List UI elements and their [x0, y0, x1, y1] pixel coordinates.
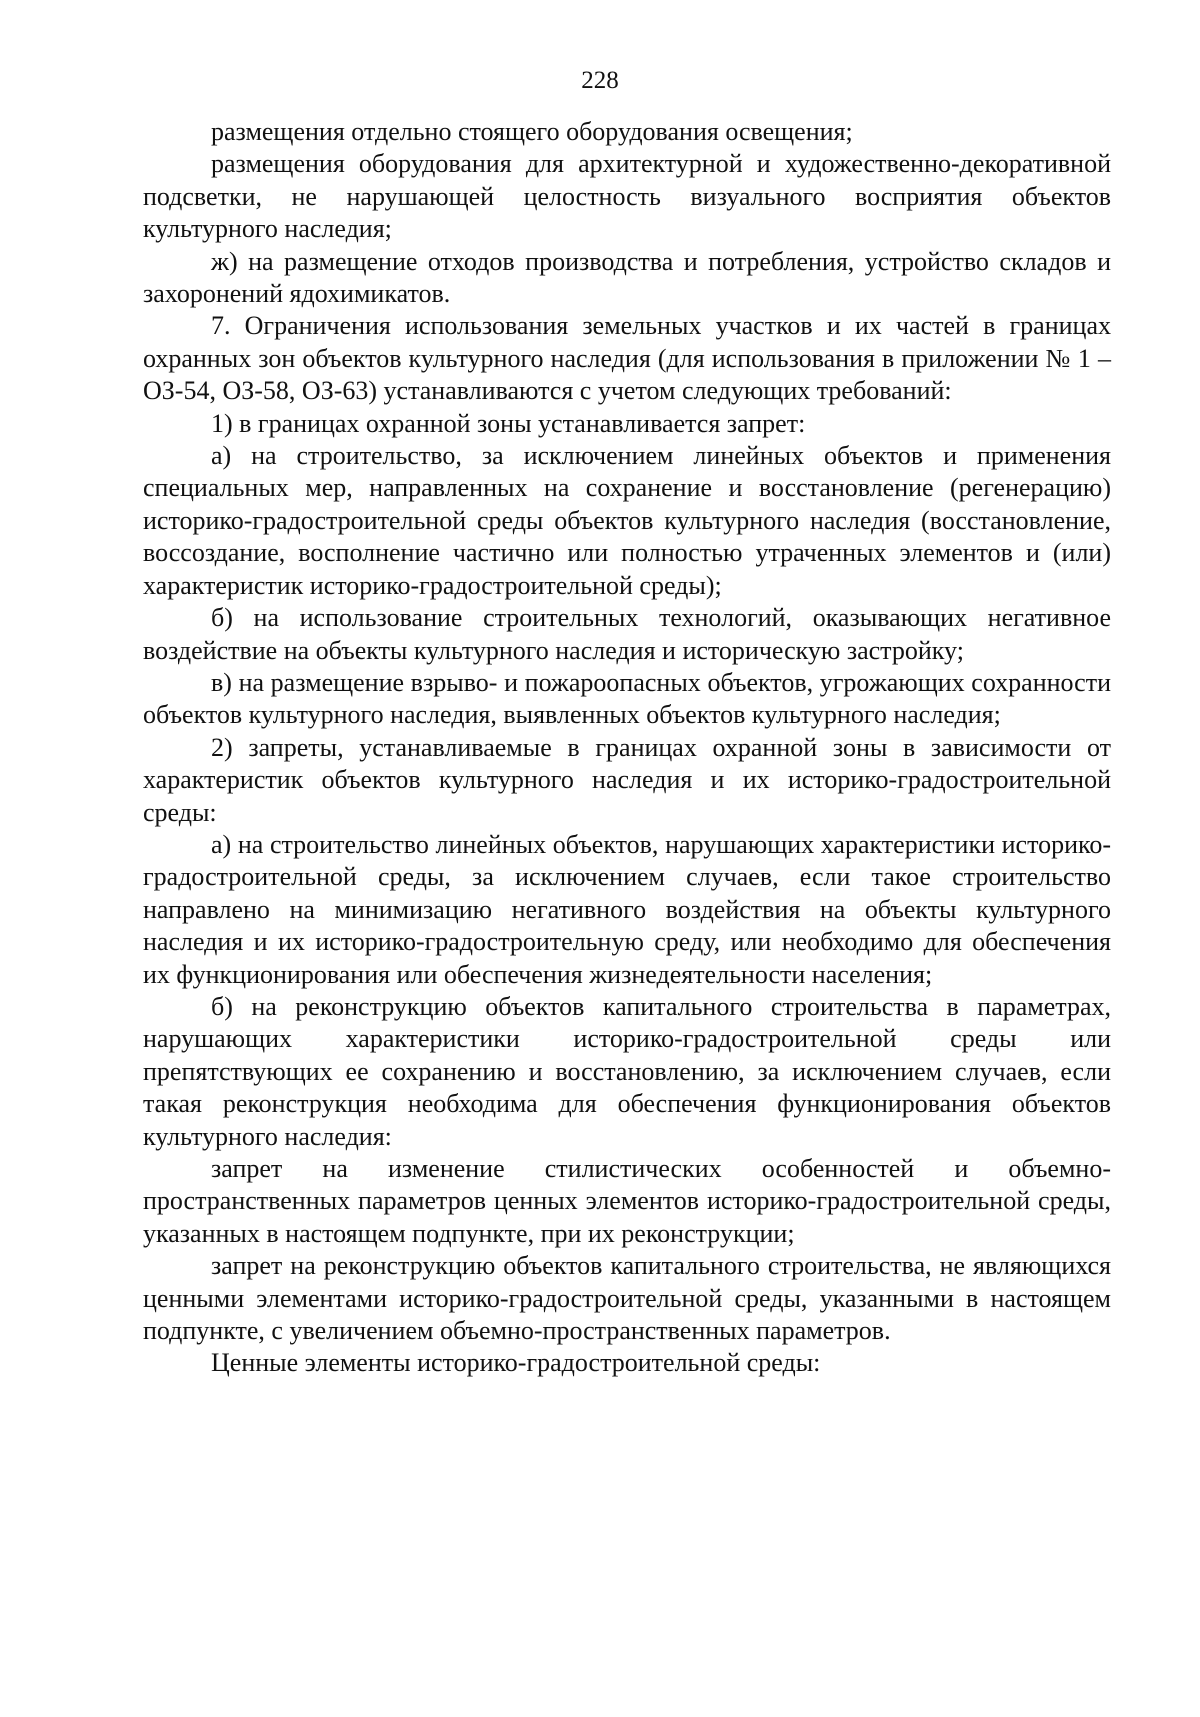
- paragraph: ж) на размещение отходов производства и потребления, устройство складов и захоронений ядохимикатов.: [143, 246, 1111, 309]
- paragraph: 7. Ограничения использования земельных участков и их частей в границах охранных зон объектов культурного наследия (для использования в приложении № 1 – ОЗ-54, ОЗ-58, ОЗ-63) устанавливаются с учетом следующих требований:: [143, 311, 1111, 406]
- paragraph: размещения отдельно стоящего оборудования освещения;: [211, 117, 853, 146]
- paragraph: б) на реконструкцию объектов капитального строительства в параметрах, нарушающих характеристики историко-градостроительной среды или препятствующих ее сохранению и восстановлению, за исключением случаев, если такая реконструкция необходима для обеспечения функционирования объектов культурного наследия:: [143, 991, 1111, 1151]
- paragraph: б) на использование строительных технологий, оказывающих негативное воздействие на объекты культурного наследия и историческую застройку;: [143, 603, 1111, 665]
- paragraph: запрет на реконструкцию объектов капитального строительства, не являющихся ценными элементами историко-градостроительной среды, указанными в настоящем подпункте, с увеличением объемно-пространственных параметров.: [143, 1251, 1111, 1346]
- paragraph: Ценные элементы историко-градостроительной среды:: [211, 1348, 821, 1378]
- paragraph: запрет на изменение стилистических особенностей и объемно-пространственных параметров ценных элементов историко-градостроительной среды, указанных в настоящем подпункте, при их реконструкции;: [143, 1154, 1111, 1248]
- page-number: 228: [581, 67, 619, 94]
- paragraph: 2) запреты, устанавливаемые в границах охранной зоны в зависимости от характеристик объектов культурного наследия и их историко-градостроительной среды:: [143, 732, 1111, 827]
- document-body: [143, 116, 1111, 1380]
- paragraph: 1) в границах охранной зоны устанавливается запрет:: [211, 408, 806, 438]
- paragraph: а) на строительство линейных объектов, нарушающих характеристики историко-градостроительной среды, за исключением случаев, если такое строительство направлено на минимизацию негативного воздействия на объекты культурного наследия и их историко-градостроительную среду, или необходимо для обеспечения их функционирования или обеспечения жизнедеятельности населения;: [143, 829, 1111, 989]
- paragraph: а) на строительство, за исключением линейных объектов и применения специальных мер, направленных на сохранение и восстановление (регенерацию) историко-градостроительной среды объектов культурного наследия (восстановление, воссоздание, восполнение частично или полностью утраченных элементов и (или) характеристик историко-градостроительной среды);: [143, 441, 1111, 600]
- paragraph: размещения оборудования для архитектурной и художественно-декоративной подсветки, не нарушающей целостность визуального восприятия объектов культурного наследия;: [143, 149, 1111, 244]
- paragraph: в) на размещение взрыво- и пожароопасных объектов, угрожающих сохранности объектов культурного наследия, выявленных объектов культурного наследия;: [143, 667, 1111, 730]
